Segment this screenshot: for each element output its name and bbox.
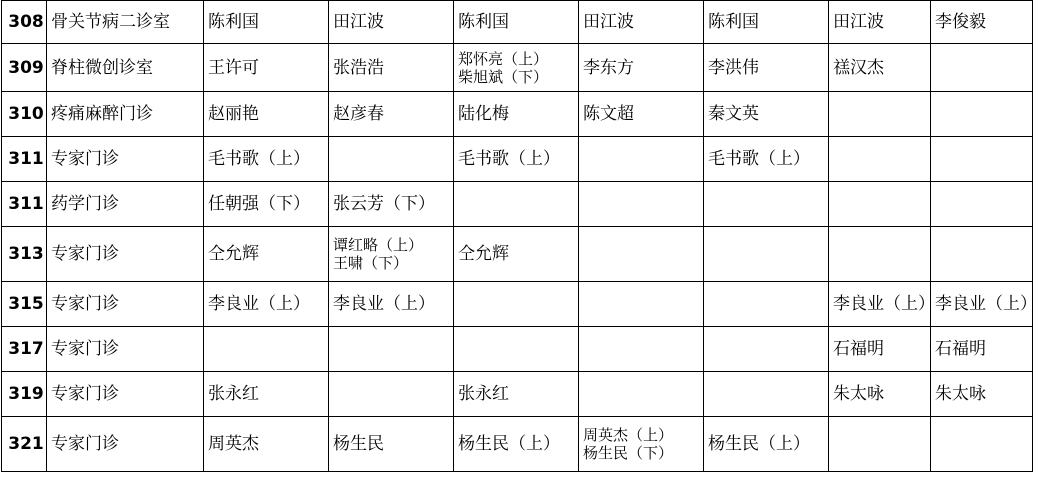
doctor-cell: 赵丽艳 <box>204 92 329 137</box>
room-number: 311 <box>2 182 47 227</box>
doctor-cell: 仝允辉 <box>204 227 329 282</box>
table-row <box>2 372 1033 417</box>
doctor-cell <box>829 92 931 137</box>
doctor-cell: 田江波 <box>829 1 931 44</box>
department-name: 专家门诊 <box>47 227 204 282</box>
doctor-cell: 周英杰 <box>204 417 329 472</box>
doctor-cell <box>829 137 931 182</box>
doctor-cell: 李良业（上） <box>329 282 454 327</box>
doctor-name-line: 柴旭斌（下） <box>458 67 549 86</box>
doctor-cell <box>931 227 1033 282</box>
department-name: 药学门诊 <box>47 182 204 227</box>
room-number: 317 <box>2 327 47 372</box>
schedule-body <box>2 1 1037 472</box>
doctor-cell: 任朝强（下） <box>204 182 329 227</box>
doctor-cell <box>579 227 704 282</box>
doctor-cell <box>931 137 1033 182</box>
doctor-name-line: 谭红略（上） <box>333 236 424 254</box>
doctor-cell <box>704 282 829 327</box>
table-row <box>2 44 1033 92</box>
doctor-cell <box>579 417 704 472</box>
doctor-cell: 李良业（上） <box>829 282 931 327</box>
doctor-cell: 李洪伟 <box>704 44 829 92</box>
department-name: 骨关节病二诊室 <box>47 1 204 44</box>
room-number: 321 <box>2 417 47 472</box>
doctor-cell <box>454 44 579 92</box>
doctor-name-line: 王啸（下） <box>333 254 409 272</box>
doctor-cell: 陈利国 <box>204 1 329 44</box>
doctor-cell: 陈利国 <box>454 1 579 44</box>
doctor-cell: 杨生民（上） <box>454 417 579 472</box>
doctor-cell: 田江波 <box>329 1 454 44</box>
doctor-cell: 禚汉杰 <box>829 44 931 92</box>
doctor-cell: 杨生民（上） <box>704 417 829 472</box>
doctor-cell <box>454 182 579 227</box>
doctor-cell: 陈利国 <box>704 1 829 44</box>
room-number: 310 <box>2 92 47 137</box>
doctor-cell: 朱太咏 <box>931 372 1033 417</box>
doctor-cell <box>704 227 829 282</box>
doctor-cell <box>579 327 704 372</box>
doctor-cell: 张浩浩 <box>329 44 454 92</box>
doctor-cell <box>204 327 329 372</box>
department-name: 专家门诊 <box>47 282 204 327</box>
doctor-cell <box>329 327 454 372</box>
department-name: 专家门诊 <box>47 137 204 182</box>
table-row <box>2 282 1033 327</box>
doctor-cell: 秦文英 <box>704 92 829 137</box>
doctor-cell <box>829 182 931 227</box>
clinic-schedule-table <box>1 0 1037 472</box>
doctor-cell <box>329 137 454 182</box>
room-number: 308 <box>2 1 47 44</box>
doctor-cell <box>829 417 931 472</box>
doctor-name-line: 周英杰（上） <box>583 426 674 444</box>
department-name: 专家门诊 <box>47 372 204 417</box>
doctor-cell <box>931 44 1033 92</box>
doctor-cell: 陈文超 <box>579 92 704 137</box>
doctor-cell: 石福明 <box>931 327 1033 372</box>
doctor-cell: 石福明 <box>829 327 931 372</box>
table-row <box>2 227 1033 282</box>
doctor-cell: 毛书歌（上） <box>204 137 329 182</box>
doctor-cell: 李俊毅 <box>931 1 1033 44</box>
table-row <box>2 417 1033 472</box>
room-number: 313 <box>2 227 47 282</box>
table-row <box>2 137 1033 182</box>
doctor-cell: 毛书歌（上） <box>704 137 829 182</box>
table-row <box>2 182 1033 227</box>
room-number: 309 <box>2 44 47 92</box>
doctor-cell <box>329 227 454 282</box>
doctor-cell <box>579 372 704 417</box>
doctor-name-line: 郑怀亮（上） <box>458 49 549 68</box>
doctor-cell: 李良业（上） <box>204 282 329 327</box>
doctor-cell: 张云芳（下） <box>329 182 454 227</box>
doctor-cell <box>329 372 454 417</box>
room-number: 311 <box>2 137 47 182</box>
doctor-cell: 李东方 <box>579 44 704 92</box>
doctor-cell <box>704 182 829 227</box>
doctor-cell: 朱太咏 <box>829 372 931 417</box>
department-name: 脊柱微创诊室 <box>47 44 204 92</box>
department-name: 专家门诊 <box>47 327 204 372</box>
doctor-cell <box>454 282 579 327</box>
doctor-cell <box>704 372 829 417</box>
doctor-cell <box>704 327 829 372</box>
doctor-cell <box>579 282 704 327</box>
doctor-cell: 毛书歌（上） <box>454 137 579 182</box>
doctor-cell: 田江波 <box>579 1 704 44</box>
room-number: 315 <box>2 282 47 327</box>
doctor-cell: 陆化梅 <box>454 92 579 137</box>
doctor-cell <box>931 182 1033 227</box>
doctor-cell: 张永红 <box>454 372 579 417</box>
room-number: 319 <box>2 372 47 417</box>
doctor-cell <box>931 417 1033 472</box>
table-row <box>2 92 1033 137</box>
table-row <box>2 327 1033 372</box>
doctor-cell <box>829 227 931 282</box>
doctor-cell: 张永红 <box>204 372 329 417</box>
doctor-cell: 杨生民 <box>329 417 454 472</box>
doctor-name-line: 杨生民（下） <box>583 444 674 462</box>
doctor-cell: 李良业（上） <box>931 282 1033 327</box>
doctor-cell <box>579 182 704 227</box>
department-name: 专家门诊 <box>47 417 204 472</box>
doctor-cell: 赵彦春 <box>329 92 454 137</box>
doctor-cell: 王许可 <box>204 44 329 92</box>
department-name: 疼痛麻醉门诊 <box>47 92 204 137</box>
doctor-cell <box>454 327 579 372</box>
doctor-cell <box>931 92 1033 137</box>
table-row <box>2 1 1033 44</box>
doctor-cell <box>579 137 704 182</box>
doctor-cell: 仝允辉 <box>454 227 579 282</box>
